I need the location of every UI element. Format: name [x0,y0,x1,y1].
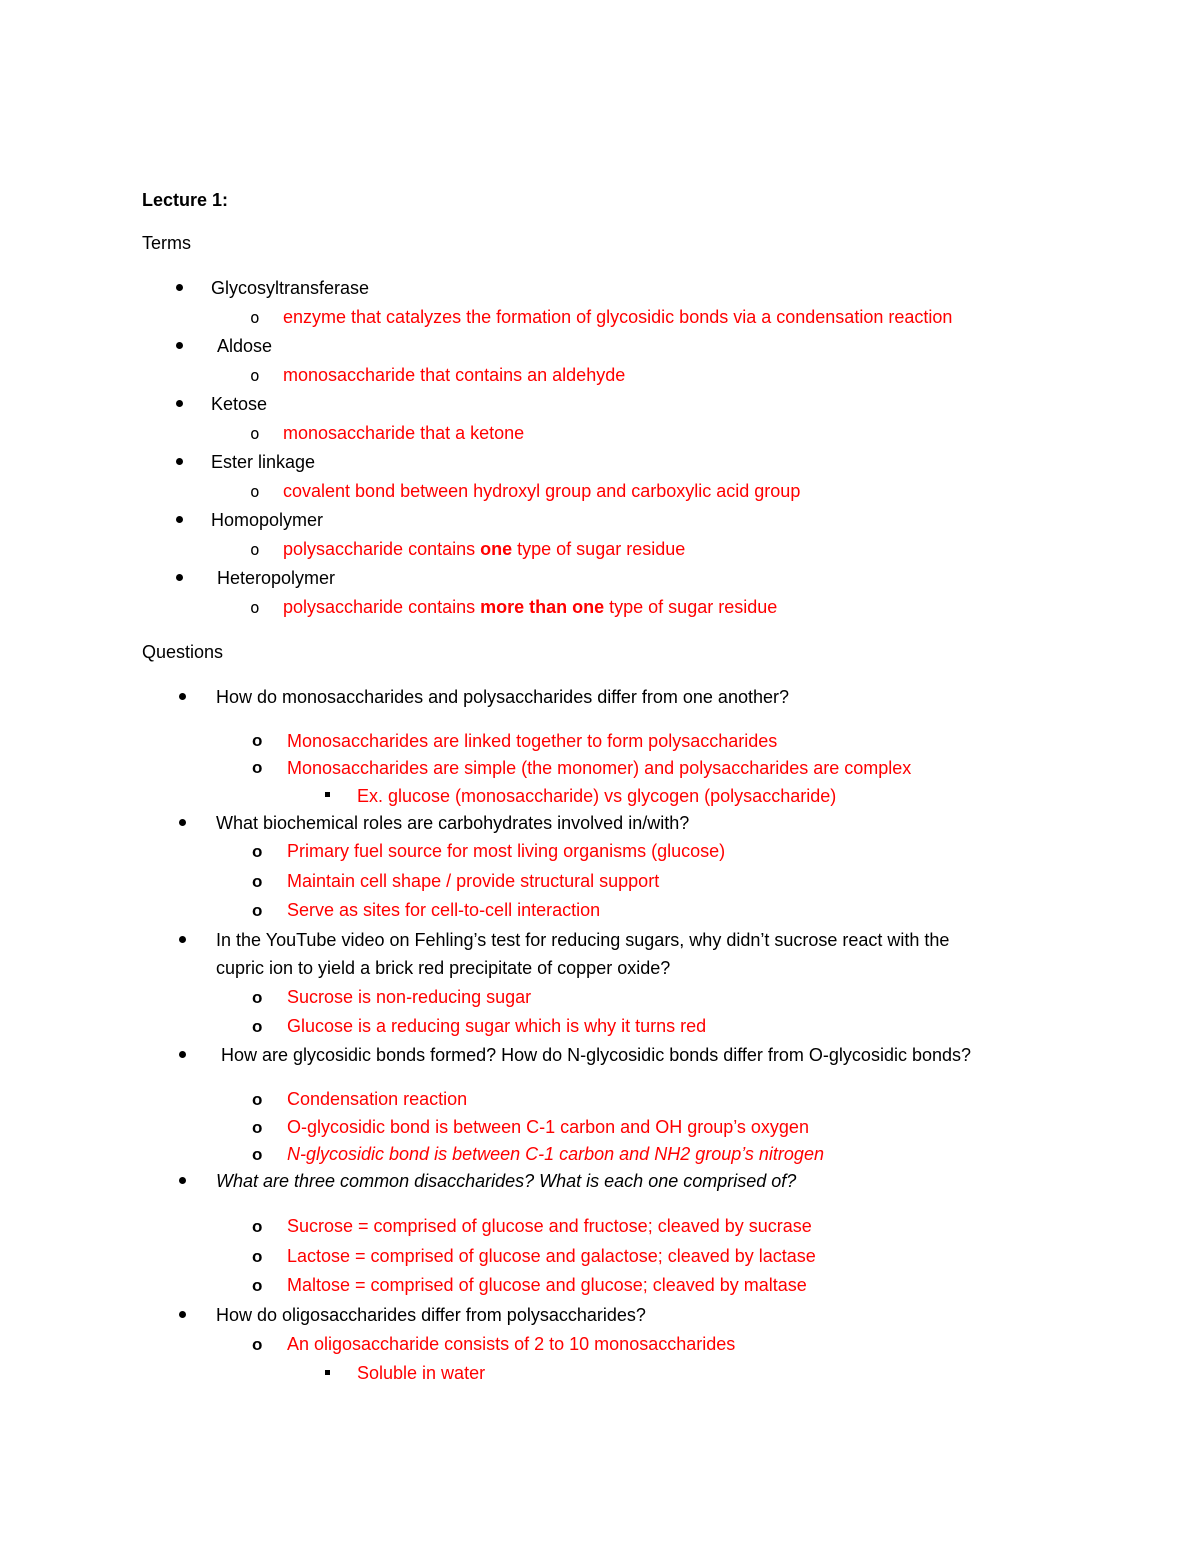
question-text: What biochemical roles are carbohydrates involved in/with? [216,813,690,833]
answer-text: Sucrose = comprised of glucose and fructose; cleaved by sucrase [287,1216,812,1236]
circle-bullet-icon: o [252,1276,263,1295]
bullet-icon [179,936,186,943]
sub-answer-text: Soluble in water [357,1363,486,1383]
bullet-icon [179,1311,186,1318]
bullet-icon [176,284,183,291]
answer-text: Primary fuel source for most living organisms (glucose) [287,841,726,861]
page-title: Lecture 1: [142,190,229,210]
term-label: Ketose [211,394,268,414]
definition-text: type of sugar residue [604,597,778,617]
terms-heading: Terms [142,233,191,253]
circle-bullet-icon: o [250,540,260,559]
circle-bullet-icon: o [252,1335,263,1354]
circle-bullet-icon: o [252,1145,263,1164]
circle-bullet-icon: o [252,1217,263,1236]
term-definition: monosaccharide that contains an aldehyde [283,365,626,385]
definition-text: polysaccharide contains [283,597,481,617]
bullet-icon [176,516,183,523]
bullet-icon [179,1051,186,1058]
definition-emphasis: more than one [480,597,605,617]
circle-bullet-icon: o [252,758,263,777]
answer-text: Lactose = comprised of glucose and galactose; cleaved by lactase [287,1246,816,1266]
term-definition: enzyme that catalyzes the formation of glycosidic bonds via a condensation reaction [283,307,953,327]
circle-bullet-icon: o [252,1017,263,1036]
answer-text: Condensation reaction [287,1089,468,1109]
square-bullet-icon [325,792,330,797]
circle-bullet-icon: o [252,872,263,891]
term-label: Glycosyltransferase [211,278,370,298]
circle-bullet-icon: o [252,1090,263,1109]
question-text: What are three common disaccharides? What is each one comprised of? [216,1171,797,1191]
circle-bullet-icon: o [252,988,263,1007]
answer-text: Maltose = comprised of glucose and glucose; cleaved by maltase [287,1275,807,1295]
definition-text: polysaccharide contains [283,539,481,559]
question-text: In the YouTube video on Fehling’s test for reducing sugars, why didn’t sucrose react with the [216,930,950,950]
question-text: How do oligosaccharides differ from polysaccharides? [216,1305,646,1325]
answer-text: N-glycosidic bond is between C-1 carbon and NH2 group’s nitrogen [287,1144,824,1164]
term-label: Heteropolymer [217,568,336,588]
sub-answer-text: Ex. glucose (monosaccharide) vs glycogen (polysaccharide) [357,786,837,806]
question-text: How do monosaccharides and polysaccharides differ from one another? [216,687,789,707]
term-label: Ester linkage [211,452,316,472]
circle-bullet-icon: o [250,482,260,501]
term-definition [283,538,685,560]
circle-bullet-icon: o [252,901,263,920]
circle-bullet-icon: o [252,842,263,861]
answer-text: Sucrose is non-reducing sugar [287,987,532,1007]
circle-bullet-icon: o [250,598,260,617]
answer-text: Monosaccharides are linked together to form polysaccharides [287,731,778,751]
bullet-icon [176,458,183,465]
answer-text: Glucose is a reducing sugar which is why it turns red [287,1016,707,1036]
circle-bullet-icon: o [250,366,260,385]
square-bullet-icon [325,1370,330,1375]
answer-text: Serve as sites for cell-to-cell interaction [287,900,601,920]
bullet-icon [179,819,186,826]
circle-bullet-icon: o [252,1247,263,1266]
bullet-icon [179,693,186,700]
bullet-icon [176,342,183,349]
definition-emphasis: one [480,539,513,559]
circle-bullet-icon: o [252,731,263,750]
term-label: Homopolymer [211,510,324,530]
bullet-icon [179,1177,186,1184]
answer-text: Monosaccharides are simple (the monomer) and polysaccharides are complex [287,758,912,778]
question-text: How are glycosidic bonds formed? How do N-glycosidic bonds differ from O-glycosidic bonds? [221,1045,972,1065]
circle-bullet-icon: o [250,424,260,443]
term-definition: monosaccharide that a ketone [283,423,525,443]
circle-bullet-icon: o [252,1118,263,1137]
bullet-icon [176,574,183,581]
bullet-icon [176,400,183,407]
definition-text: type of sugar residue [512,539,686,559]
questions-heading: Questions [142,642,224,662]
answer-text: O-glycosidic bond is between C-1 carbon and OH group’s oxygen [287,1117,809,1137]
answer-text: Maintain cell shape / provide structural support [287,871,660,891]
question-text-continued: cupric ion to yield a brick red precipitate of copper oxide? [216,958,671,978]
term-definition: covalent bond between hydroxyl group and carboxylic acid group [283,481,801,501]
term-definition [283,596,777,618]
answer-text: An oligosaccharide consists of 2 to 10 monosaccharides [287,1334,736,1354]
circle-bullet-icon: o [250,308,260,327]
term-label: Aldose [217,336,273,356]
